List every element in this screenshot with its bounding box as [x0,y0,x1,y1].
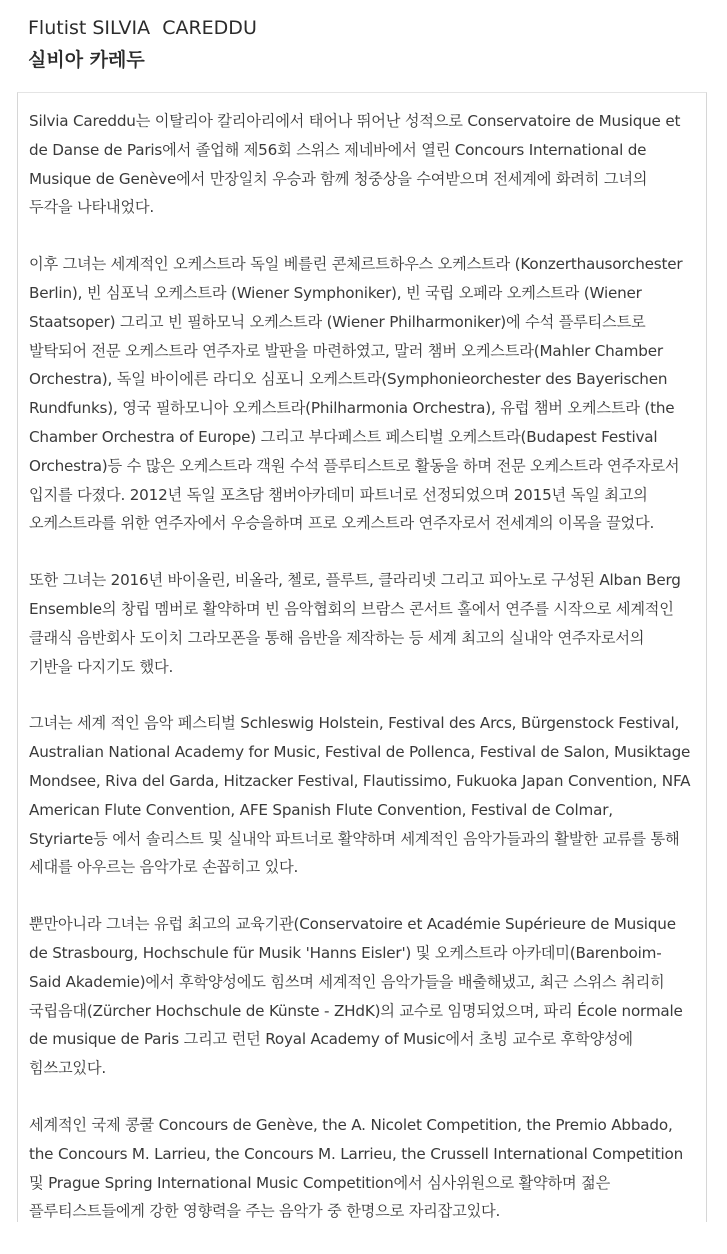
biography-text [29,107,692,1254]
bio-paragraph-3: 또한 그녀는 2016년 바이올린, 비올라, 첼로, 플루트, 클라리넷 그리고 피아노로 구성된 Alban Berg Ensemble의 창립 멤버로 활약하며 빈 음악협회의 브람스 콘서트 홀에서 연주를 시작으로 세계적인 클래식 음반회사 도이치 그라모폰을 통해 음반을 제작하는 등 세계 최고의 실내악 연주자로서의 기반을 다지기도 했다. [29,571,681,676]
artist-title-korean: 실비아 카레두 [28,49,145,71]
bio-paragraph-5: 뿐만아니라 그녀는 유럽 최고의 교육기관(Conservatoire et Académie Supérieure de Musique de Strasbourg, Hochschule für Musik 'Hanns Eisler') 및 오케스트라 아카데미(Barenboim-Said Akademie)에서 후학양성에도 힘쓰며 세계적인 음악가들을 배출해냈고, 최근 스위스 취리히 국립음대(Zürcher Hochschule de Künste - ZHdK)의 교수로 임명되었으며, 파리 École normale de musique de Paris 그리고 런던 Royal Academy of Music에서 초빙 교수로 후학양성에 힘쓰고있다. [29,915,683,1078]
biography-box [17,92,707,1222]
bio-paragraph-6: 세계적인 국제 콩쿨 Concours de Genève, the A. Nicolet Competition, the Premio Abbado, the Concours M. Larrieu, the Concours M. Larrieu, the Crussell International Competition 및 Prague Spring International Music Competition에서 심사위원으로 활약하며 젊은 플루티스트들에게 강한 영향력을 주는 음악가 중 한명으로 자리잡고있다. [29,1115,684,1221]
bio-paragraph-4: 그녀는 세계 적인 음악 페스티벌 Schleswig Holstein, Festival des Arcs, Bürgenstock Festival, Australian National Academy for Music, Festival de Pollenca, Festival de Salon, Musiktage Mondsee, Riva del Garda, Hitzacker Festival, Flautissimo, Fukuoka Japan Convention, NFA American Flute Convention, AFE Spanish Flute Convention, Festival de Colmar, Styriarte등 에서 솔리스트 및 실내악 파트너로 활약하며 세계적인 음악가들과의 활발한 교류를 통해 세대를 아우르는 음악가로 손꼽히고 있다. [29,714,691,877]
page-header [28,12,708,76]
bio-paragraph-1: Silvia Careddu는 이탈리아 칼리아리에서 태어나 뛰어난 성적으로 Conservatoire de Musique et de Danse de Paris에서 졸업해 제56회 스위스 제네바에서 열린 Concours International de Musique de Genève에서 만장일치 우승과 함께 청중상을 수여받으며 전세계에 화려히 그녀의 두각을 나타내었다. [29,112,681,217]
bio-paragraph-2: 이후 그녀는 세계적인 오케스트라 독일 베를린 콘체르트하우스 오케스트라 (Konzerthausorchester Berlin), 빈 심포닉 오케스트라 (Wiener Symphoniker), 빈 국립 오페라 오케스트라 (Wiener Staatsoper) 그리고 빈 필하모닉 오케스트라 (Wiener Philharmoniker)에 수석 플루티스트로 발탁되어 전문 오케스트라 연주자로 발판을 마련하였고, 말러 챔버 오케스트라(Mahler Chamber Orchestra), 독일 바이에른 라디오 심포니 오케스트라(Symphonieorchester des Bayerischen Rundfunks), 영국 필하모니아 오케스트라(Philharmonia Orchestra), 유럽 챔버 오케스트라 (the Chamber Orchestra of Europe) 그리고 부다페스트 페스티벌 오케스트라(Budapest Festival Orchestra)등 수 많은 오케스트라 객원 수석 플루티스트로 활동을 하며 전문 오케스트라 연주자로서 입지를 다졌다. 2012년 독일 포츠담 챔버아카데미 파트너로 선정되었으며 2015년 독일 최고의 오케스트라를 위한 연주자에서 우승을하며 프로 오케스트라 연주자로서 전세계의 이목을 끌었다. [29,255,683,533]
artist-title-english: Flutist SILVIA CAREDDU [28,17,257,39]
